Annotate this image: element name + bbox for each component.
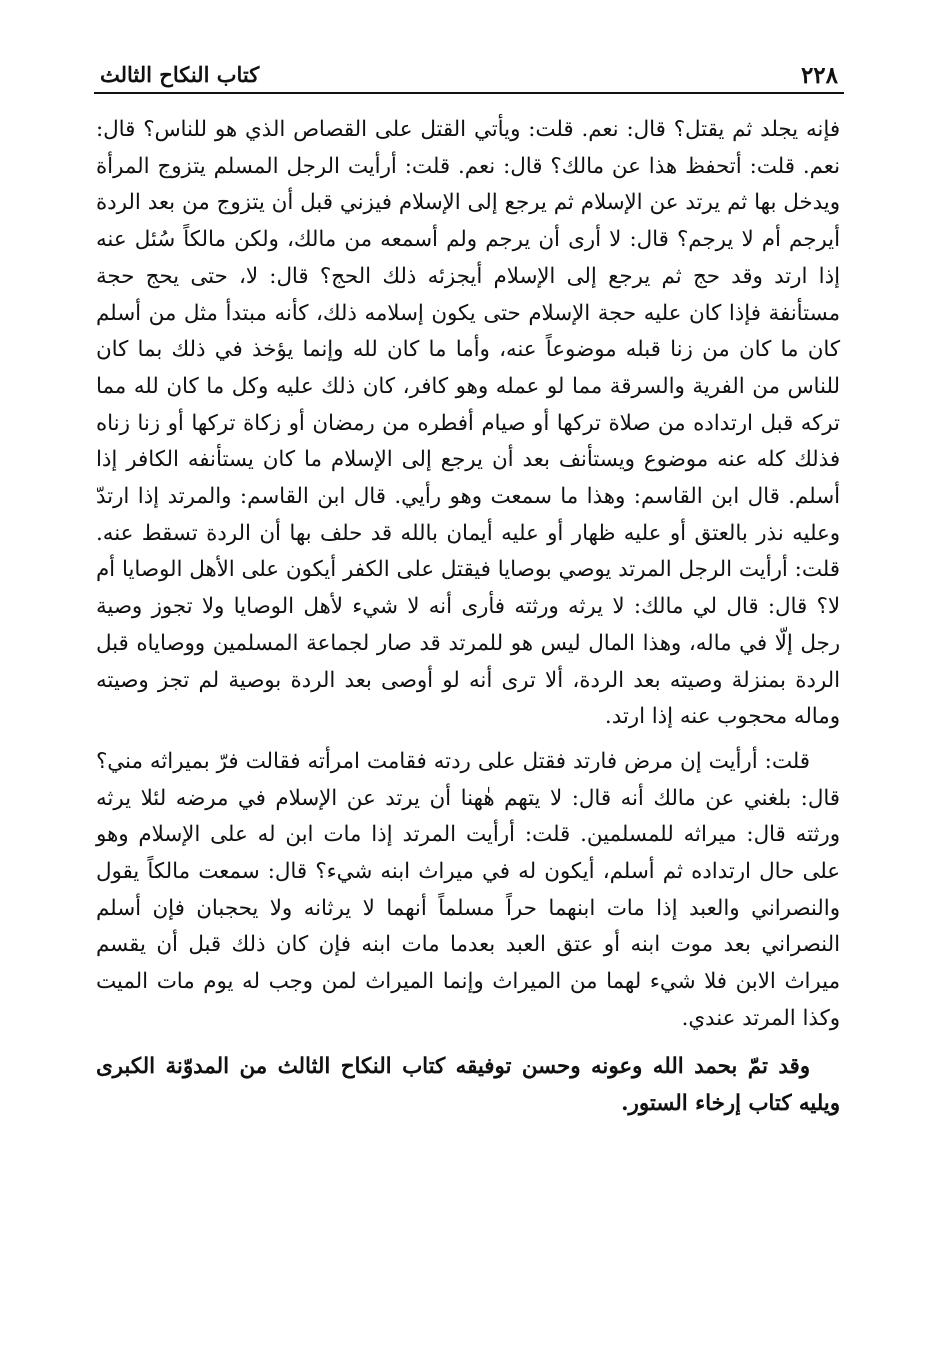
page-header (94, 58, 844, 88)
main-text (96, 112, 840, 1122)
closing-paragraph: وقد تمّ بحمد الله وعونه وحسن توفيقه كتاب النكاح الثالث من المدوّنة الكبرى ويليه كتاب إرخاء الستور. (96, 1053, 840, 1116)
paragraph-2: قلت: أرأيت إن مرض فارتد فقتل على ردته فقامت امرأته فقالت فرّ بميراثه مني؟ قال: بلغني عن مالك أنه قال: لا يتهم هٰهنا أن يرتد عن الإسلام في مرضه لئلا يرثه ورثته قال: ميراثه للمسلمين. قلت: أرأيت المرتد إذا مات ابن له على الإسلام وهو على حال ارتداده ثم أسلم، أيكون له في ميراث ابنه شيء؟ قال: سمعت مالكاً يقول والنصراني والعبد إذا مات ابنهما حراً مسلماً أنهما لا يرثانه ولا يحجبان فإن أسلم النصراني بعد موت ابنه أو عتق العبد بعدما مات ابنه فإن كان ذلك قبل أن يقسم ميراث الابن فلا شيء لهما من الميراث وإنما الميراث لمن وجب له يوم مات الميت وكذا المرتد عندي. (96, 748, 840, 1031)
running-title: كتاب النكاح الثالث (100, 62, 260, 87)
page-number: ٢٢٨ (800, 62, 838, 89)
header-divider (94, 92, 844, 94)
paragraph-1: فإنه يجلد ثم يقتل؟ قال: نعم. قلت: ويأتي القتل على القصاص الذي هو للناس؟ قال: نعم. قلت: أتحفظ هذا عن مالك؟ قال: نعم. قلت: أرأيت الرجل المسلم يتزوج المرأة ويدخل بها ثم يرتد عن الإسلام ثم يرجع إلى الإسلام فيزني قبل أن يتزوج من بعد الردة أيرجم أم لا يرجم؟ قال: لا أرى أن يرجم ولم أسمعه من مالك، ولكن مالكاً سُئل عنه إذا ارتد وقد حج ثم يرجع إلى الإسلام أيجزئه ذلك الحج؟ قال: لا، حتى يحج حجة مستأنفة فإذا كان عليه حجة الإسلام حتى يكون إسلامه ذلك، كأنه مبتدأ مثل من أسلم كان ما كان من زنا قبله موضوعاً عنه، وأما ما كان لله وإنما يؤخذ في ذلك بما كان للناس من الفرية والسرقة مما لو عمله وهو كافر، كان ذلك عليه وكل ما كان لله مما تركه قبل ارتداده من صلاة تركها أو صيام أفطره من رمضان أو زكاة تركها أو زنا زناه فذلك كله عنه موضوع ويستأنف بعد أن يرجع إلى الإسلام ما كان يستأنفه الكافر إذا أسلم. قال ابن القاسم: وهذا ما سمعت وهو رأيي. قال ابن القاسم: والمرتد إذا ارتدّ وعليه نذر بالعتق أو عليه ظهار أو عليه أيمان بالله قد حلف بها أن الردة تسقط عنه. قلت: أرأيت الرجل المرتد يوصي بوصايا فيقتل على الكفر أيكون على الأهل الوصايا أم لا؟ قال: قال لي مالك: لا يرثه ورثته فأرى أنه لا شيء لأهل الوصايا ولا تجوز وصية رجل إلّا في ماله، وهذا المال ليس هو للمرتد قد صار لجماعة المسلمين ووصاياه قبل الردة بمنزلة وصيته بعد الردة، ألا ترى أنه لو أوصى بعد الردة بوصية لم تجز وصيته وماله محجوب عنه إذا ارتد. (96, 117, 840, 730)
